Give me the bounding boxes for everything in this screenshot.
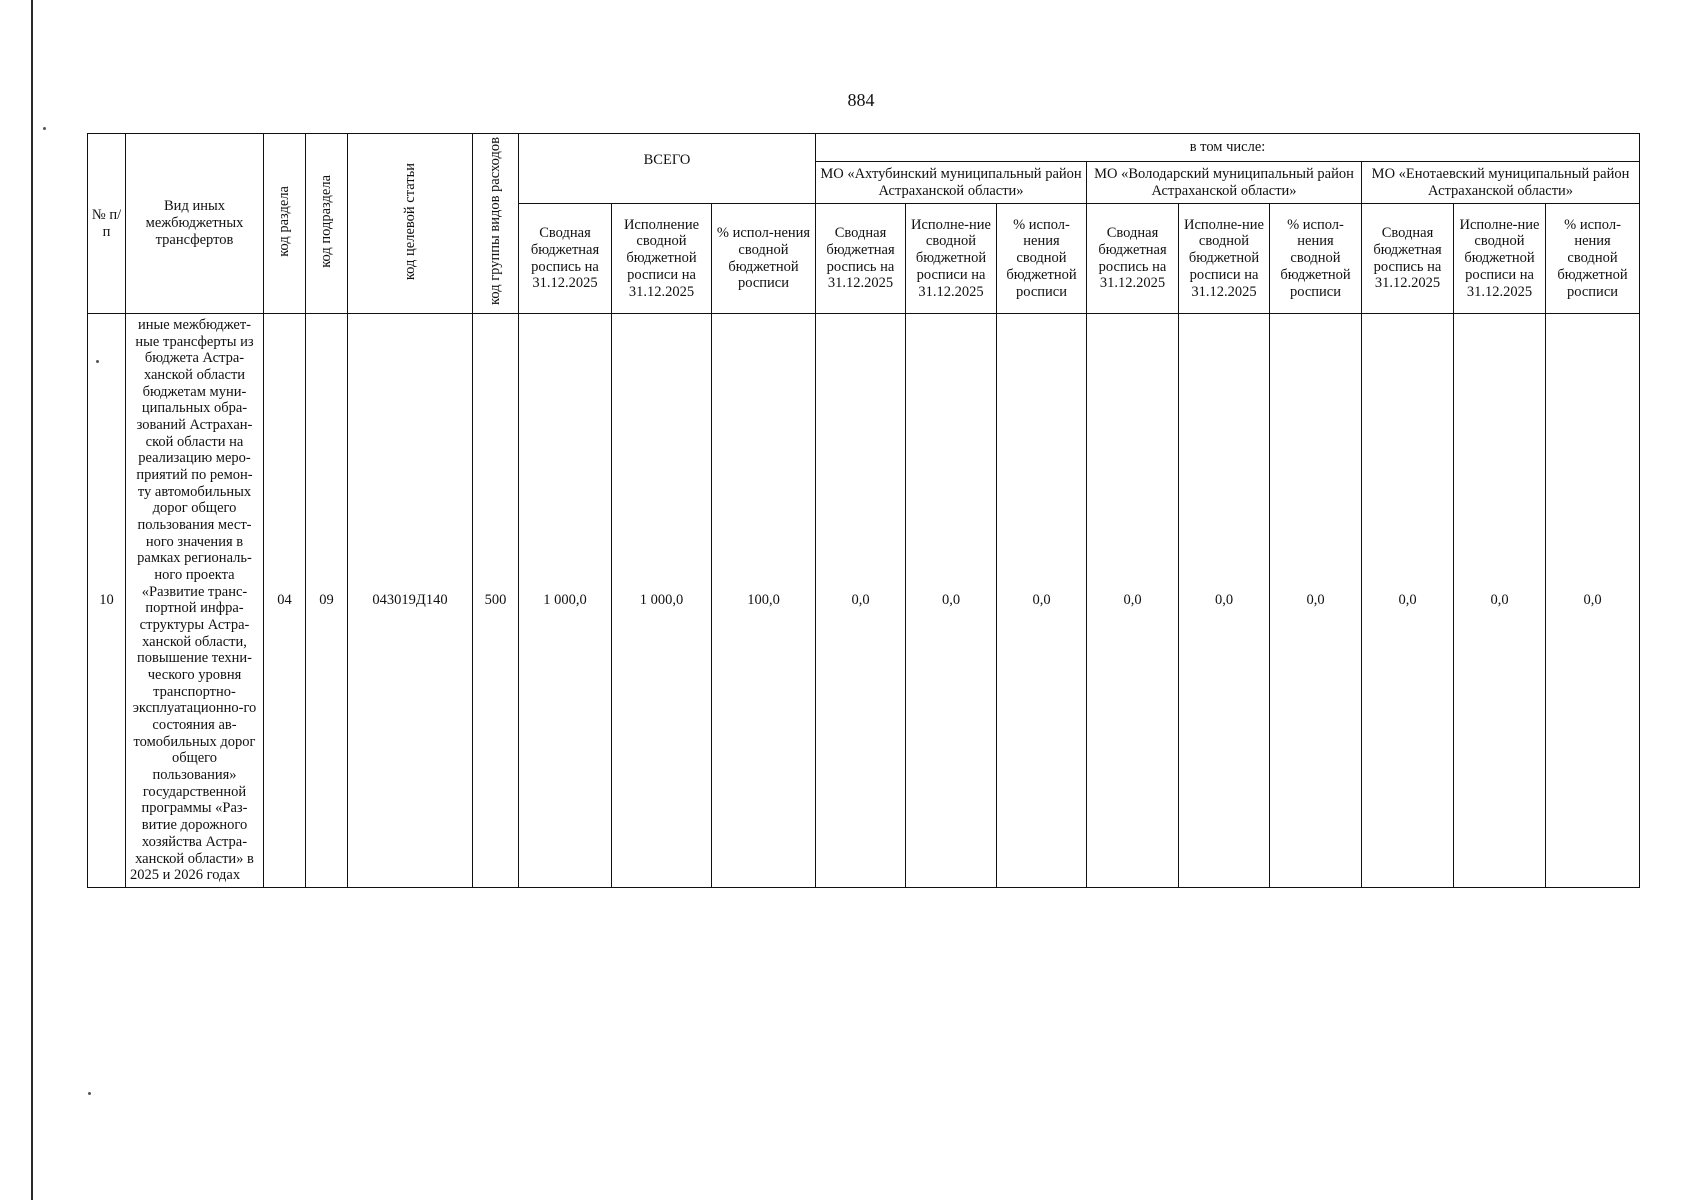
header-mo2-pct: % испол-нения сводной бюджетной росписи <box>1270 204 1362 314</box>
row-subsection-code: 09 <box>306 314 348 888</box>
header-total-plan: Сводная бюджетная роспись на 31.12.2025 <box>519 204 612 314</box>
row-section-code: 04 <box>264 314 306 888</box>
total-plan-value: 1 000,0 <box>519 314 612 888</box>
header-transfer-type: Вид иных межбюджетных трансфертов <box>126 134 264 314</box>
header-mo3-exec: Исполне-ние сводной бюджетной росписи на 31.12.2025 <box>1454 204 1546 314</box>
header-mo1-plan: Сводная бюджетная роспись на 31.12.2025 <box>816 204 906 314</box>
mo3-pct-value: 0,0 <box>1546 314 1640 888</box>
header-section-code: код раздела <box>264 134 306 314</box>
mo3-plan-value: 0,0 <box>1362 314 1454 888</box>
binding-line <box>31 0 33 1200</box>
header-row-number: № п/п <box>88 134 126 314</box>
header-expense-group-code: код группы видов расходов <box>473 134 519 314</box>
header-mo1-exec: Исполне-ние сводной бюджетной росписи на 31.12.2025 <box>906 204 997 314</box>
header-total: ВСЕГО <box>519 134 816 204</box>
table-row <box>88 314 1640 888</box>
page-number: 884 <box>847 90 875 110</box>
header-mo2-plan: Сводная бюджетная роспись на 31.12.2025 <box>1087 204 1179 314</box>
mo2-pct-value: 0,0 <box>1270 314 1362 888</box>
header-total-pct: % испол-нения сводной бюджетной росписи <box>712 204 816 314</box>
scan-speck <box>43 127 46 130</box>
mo2-exec-value: 0,0 <box>1179 314 1270 888</box>
header-mo-enotaevsky: МО «Енотаевский муниципальный район Астраханской области» <box>1362 162 1640 204</box>
row-expense-group: 500 <box>473 314 519 888</box>
mo1-plan-value: 0,0 <box>816 314 906 888</box>
total-exec-value: 1 000,0 <box>612 314 712 888</box>
mo2-plan-value: 0,0 <box>1087 314 1179 888</box>
header-target-code: код целевой статьи <box>348 134 473 314</box>
header-subsection-code: код подраздела <box>306 134 348 314</box>
row-target-code: 043019Д140 <box>348 314 473 888</box>
header-mo3-plan: Сводная бюджетная роспись на 31.12.2025 <box>1362 204 1454 314</box>
mo1-pct-value: 0,0 <box>997 314 1087 888</box>
header-mo-akhtubinsky: МО «Ахтубинский муниципальный район Астраханской области» <box>816 162 1087 204</box>
scan-speck <box>88 1092 91 1095</box>
row-description: иные межбюджет-ные трансферты из бюджета Астра-ханской области бюджетам муни-ципальных обра-зований Астрахан-ской области на реализацию меро-приятий по ремон-ту автомобильных дорог общего пользования мест-ного значения в рамках региональ-ного проекта «Развитие транс-портной инфра-структуры Астра-ханской области, повышение техни-ческого уровня транспортно-эксплуатационно-го состояния ав-томобильных дорог общего пользования» государственной программы «Раз-витие дорожного хозяйства Астра-ханской области» в 2025 и 2026 годах <box>126 314 264 888</box>
row-number: 10 <box>88 314 126 888</box>
mo1-exec-value: 0,0 <box>906 314 997 888</box>
budget-table <box>87 133 1640 888</box>
header-total-exec: Исполнение сводной бюджетной росписи на 31.12.2025 <box>612 204 712 314</box>
header-including: в том числе: <box>816 134 1640 162</box>
header-mo-volodarsky: МО «Володарский муниципальный район Астраханской области» <box>1087 162 1362 204</box>
header-mo2-exec: Исполне-ние сводной бюджетной росписи на 31.12.2025 <box>1179 204 1270 314</box>
header-mo3-pct: % испол-нения сводной бюджетной росписи <box>1546 204 1640 314</box>
mo3-exec-value: 0,0 <box>1454 314 1546 888</box>
total-pct-value: 100,0 <box>712 314 816 888</box>
header-mo1-pct: % испол-нения сводной бюджетной росписи <box>997 204 1087 314</box>
